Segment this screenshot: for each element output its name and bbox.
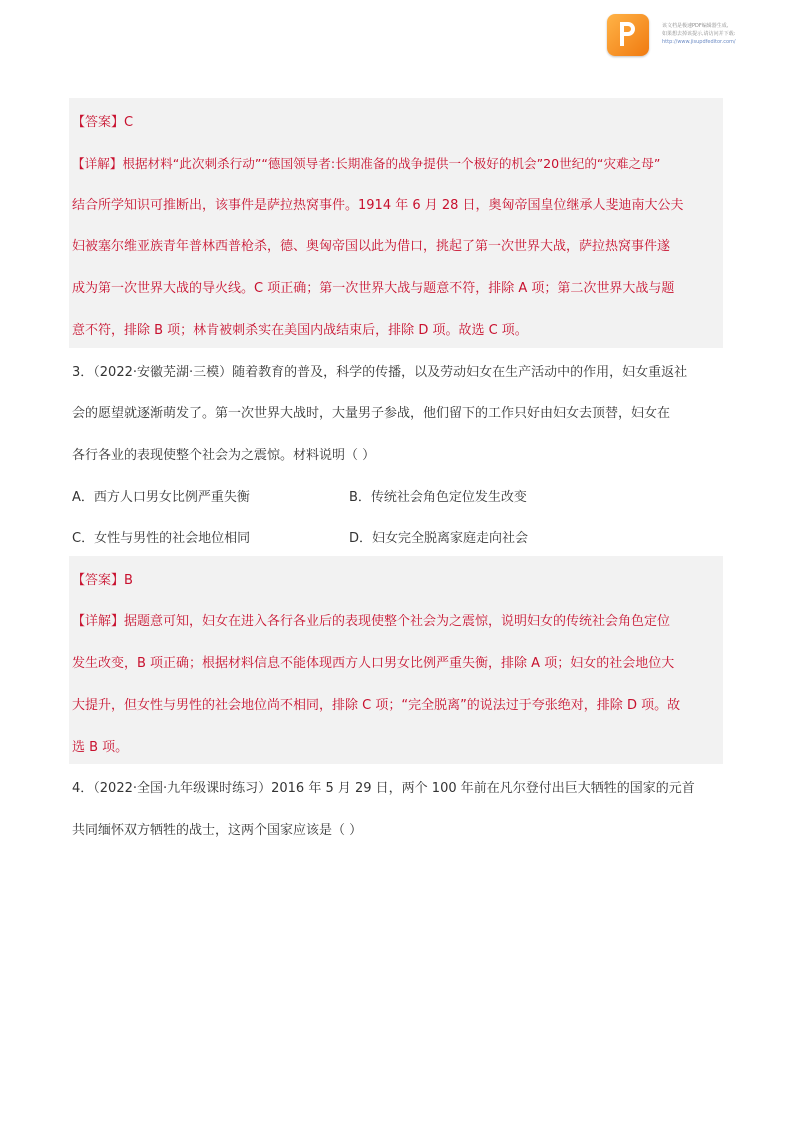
q3-detail-line: 【详解】据题意可知，妇女在进入各行各业后的表现使整个社会为之震惊，说明妇女的传统社会角色定位 — [72, 614, 671, 629]
p-logo-icon — [607, 14, 649, 56]
q3-option-d[interactable]: D．妇女完全脱离家庭走向社会 — [349, 531, 529, 546]
q2-detail-line: 意不符，排除 B 项；林肯被刺杀实在美国内战结束后，排除 D 项。故选 C 项。 — [72, 323, 528, 338]
q2-answer-block — [69, 98, 723, 348]
q3-stem-line: 3．（2022·安徽芜湖·三模）随着教育的普及，科学的传播，以及劳动妇女在生产活动中的作用，妇女重返社 — [72, 365, 688, 380]
q2-detail-line: 成为第一次世界大战的导火线。C 项正确；第一次世界大战与题意不符，排除 A 项；第二次世界大战与题 — [72, 281, 675, 296]
q2-answer: 【答案】C — [72, 115, 134, 130]
watermark-line1: 该文档是极速PDF编辑器生成, — [662, 23, 729, 29]
watermark-note — [662, 22, 787, 46]
watermark-line2: 如果想去掉该提示,请访问并下载: — [662, 31, 736, 37]
q3-detail-line: 发生改变，B 项正确；根据材料信息不能体现西方人口男女比例严重失衡，排除 A 项；妇女的社会地位大 — [72, 656, 675, 671]
q3-stem-line: 会的愿望就逐渐萌发了。第一次世界大战时，大量男子参战，他们留下的工作只好由妇女去顶替，妇女在 — [72, 406, 671, 421]
q3-detail-line: 大提升，但女性与男性的社会地位尚不相同，排除 C 项；“完全脱离”的说法过于夸张绝对，排除 D 项。故 — [72, 698, 681, 713]
q4-stem-line: 4．（2022·全国·九年级课时练习）2016 年 5 月 29 日，两个 100 年前在凡尔登付出巨大牺牲的国家的元首 — [72, 781, 695, 796]
q2-detail-line: 结合所学知识可推断出，该事件是萨拉热窝事件。1914 年 6 月 28 日，奥匈帝国皇位继承人斐迪南大公夫 — [72, 198, 684, 213]
q3-detail-line: 选 B 项。 — [72, 740, 129, 755]
q2-detail-line: 【详解】根据材料“此次刺杀行动”“德国领导者:长期准备的战争提供一个极好的机会”20世纪的“灾难之母” — [72, 156, 661, 171]
q4-stem-line: 共同缅怀双方牺牲的战士，这两个国家应该是（ ） — [72, 823, 363, 838]
watermark-link[interactable]: http://www.jisupdfeditor.com/ — [662, 39, 736, 45]
q2-detail-line: 妇被塞尔维亚族青年普林西普枪杀，德、奥匈帝国以此为借口，挑起了第一次世界大战，萨拉热窝事件遂 — [72, 239, 671, 254]
q3-stem-line: 各行各业的表现使整个社会为之震惊。材料说明（ ） — [72, 448, 376, 463]
q3-option-a[interactable]: A．西方人口男女比例严重失衡 — [72, 490, 250, 505]
q3-option-c[interactable]: C．女性与男性的社会地位相同 — [72, 531, 251, 546]
q3-option-b[interactable]: B．传统社会角色定位发生改变 — [349, 490, 527, 505]
q3-answer: 【答案】B — [72, 573, 133, 588]
